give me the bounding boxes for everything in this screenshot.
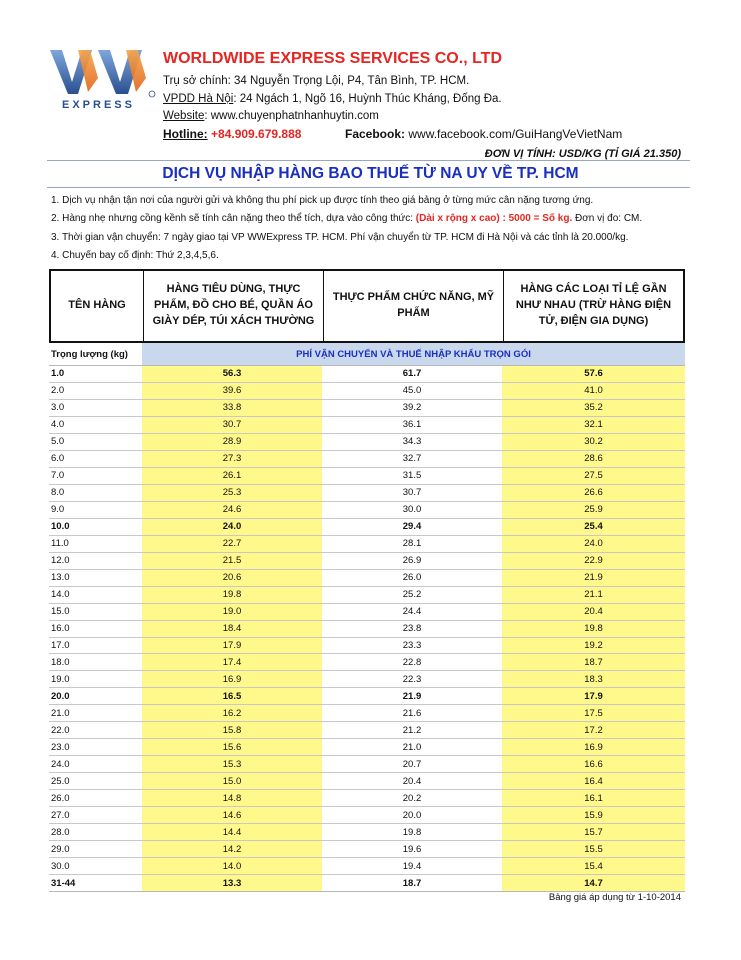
header-consumer-goods: HÀNG TIÊU DÙNG, THỰC PHẨM, ĐỒ CHO BÉ, QUẦN ÁO GIÀY DÉP, TÚI XÁCH THƯỜNG <box>144 271 324 341</box>
weight-cell: 9.0 <box>51 504 65 516</box>
note-2-text: 2. Hàng nhẹ nhưng cồng kềnh sẽ tính cân nặng theo thể tích, dựa vào công thức: <box>51 213 414 224</box>
table-row <box>49 653 685 670</box>
weight-cell: 1.0 <box>51 368 65 380</box>
hotline-label: Hotline: <box>163 127 208 141</box>
unit-note: ĐƠN VỊ TÍNH: USD/KG (TỈ GIÁ 21.350) <box>484 148 681 160</box>
price-mixed-cell: 41.0 <box>502 383 685 399</box>
table-row <box>49 467 685 484</box>
price-consumer-cell: 15.8 <box>142 722 322 738</box>
table-row <box>49 687 685 704</box>
table-row <box>49 670 685 687</box>
weight-cell: 15.0 <box>51 606 70 618</box>
table-row <box>49 552 685 569</box>
weight-cell: 26.0 <box>51 792 70 804</box>
price-consumer-cell: 26.1 <box>142 468 322 484</box>
weight-cell: 5.0 <box>51 436 65 448</box>
weight-cell: 30.0 <box>51 860 70 872</box>
price-supplements-cell: 18.7 <box>402 877 422 889</box>
price-mixed-cell: 16.4 <box>502 773 685 789</box>
table-subheader <box>49 343 685 365</box>
price-supplements-cell: 23.8 <box>402 623 422 635</box>
weight-label: Trọng lượng (kg) <box>51 348 128 360</box>
table-row <box>49 433 685 450</box>
weight-cell: 16.0 <box>51 623 70 635</box>
price-mixed-cell: 32.1 <box>502 417 685 433</box>
price-supplements-cell: 30.7 <box>402 487 422 499</box>
price-mixed-cell: 21.9 <box>502 570 685 586</box>
table-row <box>49 586 685 603</box>
price-mixed-cell: 35.2 <box>502 400 685 416</box>
weight-cell: 8.0 <box>51 487 65 499</box>
company-name: WORLDWIDE EXPRESS SERVICES CO., LTD <box>163 50 502 67</box>
price-mixed-cell: 20.4 <box>502 604 685 620</box>
table-row <box>49 518 685 535</box>
price-consumer-cell: 24.6 <box>142 502 322 518</box>
price-supplements-cell: 26.0 <box>402 572 422 584</box>
price-consumer-cell: 16.2 <box>142 705 322 721</box>
website-label: Website <box>163 110 205 122</box>
website-url[interactable]: : www.chuyenphatnhanhuytin.com <box>204 110 379 122</box>
table-row <box>49 755 685 772</box>
price-consumer-cell: 15.0 <box>142 773 322 789</box>
price-consumer-cell: 56.3 <box>142 366 322 382</box>
price-supplements-cell: 32.7 <box>402 453 422 465</box>
note-2-unit: Đơn vị đo: CM. <box>575 213 643 224</box>
price-supplements-cell: 28.1 <box>402 538 422 550</box>
price-consumer-cell: 16.9 <box>142 671 322 687</box>
divider <box>47 160 690 161</box>
price-consumer-cell: 14.8 <box>142 790 322 806</box>
price-supplements-cell: 34.3 <box>402 436 422 448</box>
price-mixed-cell: 19.8 <box>502 621 685 637</box>
table-row <box>49 721 685 738</box>
weight-cell: 27.0 <box>51 809 70 821</box>
price-supplements-cell: 20.2 <box>402 792 422 804</box>
weight-cell: 7.0 <box>51 470 65 482</box>
note-3: 3. Thời gian vận chuyển: 7 ngày giao tại VP WWExpress TP. HCM. Phí vận chuyển từ TP. HCM đi Hà Nội và các tỉnh là 20.000/kg. <box>51 232 629 243</box>
price-consumer-cell: 17.4 <box>142 654 322 670</box>
price-table <box>49 269 685 892</box>
price-supplements-cell: 21.0 <box>402 741 422 753</box>
table-row <box>49 806 685 823</box>
price-supplements-cell: 61.7 <box>402 368 422 380</box>
price-mixed-cell: 25.4 <box>502 519 685 535</box>
hanoi-office-line <box>163 93 502 105</box>
weight-cell: 21.0 <box>51 707 70 719</box>
hanoi-office-label: VPDD Hà Nội <box>163 93 234 105</box>
price-mixed-cell: 19.2 <box>502 638 685 654</box>
price-consumer-cell: 13.3 <box>142 875 322 891</box>
table-row <box>49 857 685 874</box>
table-row <box>49 399 685 416</box>
effective-date: Bảng giá áp dụng từ 1-10-2014 <box>548 892 681 903</box>
weight-cell: 17.0 <box>51 639 70 651</box>
price-mixed-cell: 14.7 <box>502 875 685 891</box>
weight-cell: 2.0 <box>51 385 65 397</box>
weight-cell: 20.0 <box>51 690 70 702</box>
price-mixed-cell: 17.2 <box>502 722 685 738</box>
weight-cell: 13.0 <box>51 572 70 584</box>
weight-cell: 6.0 <box>51 453 65 465</box>
price-mixed-cell: 15.4 <box>502 858 685 874</box>
price-consumer-cell: 30.7 <box>142 417 322 433</box>
weight-cell: 11.0 <box>51 538 69 550</box>
table-row <box>49 569 685 586</box>
facebook-line <box>345 127 622 141</box>
price-mixed-cell: 15.9 <box>502 807 685 823</box>
price-mixed-cell: 17.9 <box>502 688 685 704</box>
price-consumer-cell: 19.8 <box>142 587 322 603</box>
table-row <box>49 450 685 467</box>
table-body <box>49 365 685 892</box>
price-supplements-cell: 31.5 <box>402 470 422 482</box>
price-supplements-cell: 26.9 <box>402 555 422 567</box>
weight-cell: 25.0 <box>51 775 70 787</box>
head-office-label: Trụ sở chính <box>163 75 228 87</box>
table-row <box>49 874 685 891</box>
price-mixed-cell: 21.1 <box>502 587 685 603</box>
header-supplements: THỰC PHẨM CHỨC NĂNG, MỸ PHẨM <box>324 271 504 341</box>
price-supplements-cell: 21.6 <box>402 707 422 719</box>
note-2 <box>51 213 642 224</box>
price-mixed-cell: 15.7 <box>502 824 685 840</box>
table-header <box>49 269 685 343</box>
price-consumer-cell: 15.3 <box>142 756 322 772</box>
head-office-address: : 34 Nguyễn Trọng Lội, P4, Tân Bình, TP. HCM. <box>227 75 470 87</box>
weight-cell: 22.0 <box>51 724 70 736</box>
price-supplements-cell: 29.4 <box>402 521 422 533</box>
price-mixed-cell: 27.5 <box>502 468 685 484</box>
table-row <box>49 823 685 840</box>
price-mixed-cell: 28.6 <box>502 451 685 467</box>
price-consumer-cell: 25.3 <box>142 485 322 501</box>
price-consumer-cell: 20.6 <box>142 570 322 586</box>
price-supplements-cell: 22.3 <box>402 673 422 685</box>
table-row <box>49 704 685 721</box>
price-mixed-cell: 16.1 <box>502 790 685 806</box>
price-supplements-cell: 24.4 <box>402 606 422 618</box>
price-supplements-cell: 22.8 <box>402 656 422 668</box>
hotline-number[interactable]: +84.909.679.888 <box>211 127 302 141</box>
price-consumer-cell: 15.6 <box>142 739 322 755</box>
price-mixed-cell: 17.5 <box>502 705 685 721</box>
note-1: 1. Dịch vụ nhận tận nơi của người gửi và không thu phí pick up được tính theo giá bảng ở từng mức cân nặng tương ứng. <box>51 195 594 206</box>
facebook-url[interactable]: www.facebook.com/GuiHangVeVietNam <box>408 127 623 141</box>
weight-cell: 29.0 <box>51 843 70 855</box>
table-row <box>49 382 685 399</box>
price-consumer-cell: 39.6 <box>142 383 322 399</box>
price-consumer-cell: 24.0 <box>142 519 322 535</box>
weight-cell: 3.0 <box>51 402 65 414</box>
facebook-label: Facebook: <box>345 127 406 141</box>
price-supplements-cell: 20.0 <box>402 809 422 821</box>
price-mixed-cell: 26.6 <box>502 485 685 501</box>
price-mixed-cell: 16.6 <box>502 756 685 772</box>
note-4: 4. Chuyến bay cố định: Thứ 2,3,4,5,6. <box>51 250 219 261</box>
weight-cell: 23.0 <box>51 741 70 753</box>
table-row <box>49 365 685 382</box>
table-row <box>49 637 685 654</box>
price-consumer-cell: 28.9 <box>142 434 322 450</box>
table-row <box>49 620 685 637</box>
price-supplements-cell: 19.8 <box>402 826 422 838</box>
price-mixed-cell: 18.3 <box>502 671 685 687</box>
table-row <box>49 603 685 620</box>
price-supplements-cell: 20.4 <box>402 775 422 787</box>
header-name: TÊN HÀNG <box>51 271 144 341</box>
header-mixed-goods: HÀNG CÁC LOẠI TỈ LỆ GẦN NHƯ NHAU (TRỪ HÀNG ĐIỆN TỬ, ĐIỆN GIA DỤNG) <box>515 283 672 327</box>
price-consumer-cell: 14.4 <box>142 824 322 840</box>
price-mixed-cell: 30.2 <box>502 434 685 450</box>
fee-band-title: PHÍ VẬN CHUYỂN VÀ THUẾ NHẬP KHẨU TRỌN GÓI <box>142 343 685 365</box>
head-office-line <box>163 75 469 87</box>
weight-cell: 28.0 <box>51 826 70 838</box>
note-2-formula: (Dài x rộng x cao) : 5000 = Số kg. <box>415 213 573 224</box>
price-supplements-cell: 30.0 <box>402 504 422 516</box>
divider <box>47 187 690 188</box>
weight-cell: 10.0 <box>51 521 70 533</box>
price-consumer-cell: 14.0 <box>142 858 322 874</box>
price-consumer-cell: 18.4 <box>142 621 322 637</box>
table-row <box>49 484 685 501</box>
price-consumer-cell: 17.9 <box>142 638 322 654</box>
table-row <box>49 772 685 789</box>
price-supplements-cell: 45.0 <box>402 385 422 397</box>
table-row <box>49 501 685 518</box>
weight-cell: 4.0 <box>51 419 65 431</box>
price-consumer-cell: 21.5 <box>142 553 322 569</box>
logo-text: EXPRESS <box>62 99 135 111</box>
price-mixed-cell: 22.9 <box>502 553 685 569</box>
price-supplements-cell: 19.6 <box>402 843 422 855</box>
table-row <box>49 840 685 857</box>
price-consumer-cell: 19.0 <box>142 604 322 620</box>
price-supplements-cell: 39.2 <box>402 402 422 414</box>
price-consumer-cell: 22.7 <box>142 536 322 552</box>
price-mixed-cell: 15.5 <box>502 841 685 857</box>
price-mixed-cell: 57.6 <box>502 366 685 382</box>
page-title: DỊCH VỤ NHẬP HÀNG BAO THUẾ TỪ NA UY VỀ TP. HCM <box>162 165 579 182</box>
table-row <box>49 789 685 806</box>
price-consumer-cell: 27.3 <box>142 451 322 467</box>
weight-cell: 12.0 <box>51 555 70 567</box>
price-consumer-cell: 33.8 <box>142 400 322 416</box>
price-consumer-cell: 16.5 <box>142 688 322 704</box>
table-row <box>49 535 685 552</box>
price-supplements-cell: 25.2 <box>402 589 422 601</box>
price-mixed-cell: 16.9 <box>502 739 685 755</box>
weight-cell: 14.0 <box>51 589 70 601</box>
price-mixed-cell: 18.7 <box>502 654 685 670</box>
price-consumer-cell: 14.2 <box>142 841 322 857</box>
table-row <box>49 416 685 433</box>
price-mixed-cell: 24.0 <box>502 536 685 552</box>
price-mixed-cell: 25.9 <box>502 502 685 518</box>
price-consumer-cell: 14.6 <box>142 807 322 823</box>
price-supplements-cell: 20.7 <box>402 758 422 770</box>
weight-cell: 31-44 <box>51 877 76 889</box>
weight-cell: 24.0 <box>51 758 70 770</box>
weight-cell: 19.0 <box>51 673 70 685</box>
price-supplements-cell: 23.3 <box>402 639 422 651</box>
table-row <box>49 738 685 755</box>
website-line <box>163 110 379 122</box>
weight-cell: 18.0 <box>51 656 70 668</box>
price-supplements-cell: 21.2 <box>402 724 422 736</box>
hanoi-office-address: : 24 Ngách 1, Ngõ 16, Huỳnh Thúc Kháng, Đống Đa. <box>233 93 502 105</box>
price-supplements-cell: 19.4 <box>402 860 422 872</box>
price-supplements-cell: 21.9 <box>402 690 422 702</box>
hotline-line <box>163 127 301 141</box>
price-supplements-cell: 36.1 <box>402 419 422 431</box>
